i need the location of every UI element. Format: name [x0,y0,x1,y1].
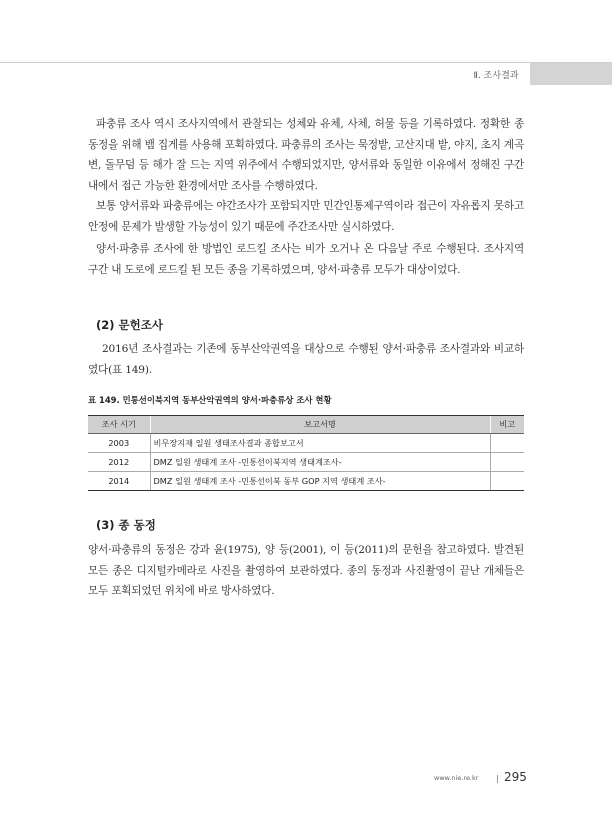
table-caption: 표 149. 민통선이북지역 동부산악권역의 양서·파충류상 조사 현황 [88,395,332,405]
cell-note [490,472,524,491]
cell-year: 2003 [88,434,150,453]
cell-note [490,434,524,453]
table-header-row [88,416,524,434]
cell-report: DMZ 일원 생태계 조사 -민통선이북 동부 GOP 지역 생태계 조사- [150,472,490,491]
cell-year: 2014 [88,472,150,491]
table-row [88,434,524,453]
body-paragraph-1: 파충류 조사 역시 조사지역에서 관찰되는 성체와 유체, 사체, 허물 등을 기록하였다. 정확한 종 동정을 위해 뱀 집게를 사용해 포획하였다. 파충류의 조사는 묵정밭, 고산지대 밭, 야지, 초지 계곡 변, 돌무덤 등 해가 잘 드는 지역 위주에서 수행되었지만, 양서류와 동일한 이유에서 정해진 구간 내에서 접근 가능한 환경에서만 조사를 수행하였다. [88,118,524,192]
table-row [88,472,524,491]
footer-url: www.nie.re.kr [434,774,479,782]
header-tab-block [530,63,612,85]
survey-table [88,415,524,491]
header-survey-period: 조사 시기 [88,416,150,434]
body-paragraph-3: 양서·파충류 조사에 한 방법인 로드킬 조사는 비가 오거나 온 다음날 주로 수행된다. 조사지역 구간 내 도로에 로드킬 된 모든 종을 기록하였으며, 양서·파충류 모두가 대상이었다. [88,243,524,276]
running-header-chapter: Ⅱ. 조사결과 [473,70,519,81]
cell-report: DMZ 일원 생태계 조사 -민통선이북지역 생태계조사- [150,453,490,472]
identification-paragraph: 양서·파충류의 동정은 강과 윤(1975), 양 등(2001), 이 등(2011)의 문헌을 참고하였다. 발견된 모든 종은 디지털카메라로 사진을 촬영하여 보관하였다. 종의 동정과 사진촬영이 끝난 개체들은 모두 포획되었던 위치에 바로 방사하였다. [88,544,524,597]
cell-note [490,453,524,472]
table-row [88,453,524,472]
cell-year: 2012 [88,453,150,472]
header-report-name: 보고서명 [150,416,490,434]
footer-separator [497,775,498,783]
body-paragraph-2: 보통 양서류와 파충류에는 야간조사가 포함되지만 민간인통제구역이라 접근이 자유롭지 못하고 안정에 문제가 발생할 가능성이 있기 때문에 주간조사만 실시하였다. [88,200,524,233]
literature-paragraph: 2016년 조사결과는 기존에 동부산악권역을 대상으로 수행된 양서·파충류 조사결과와 비교하였다(표 149). [88,343,524,376]
header-note: 비고 [490,416,524,434]
cell-report: 비무장지재 일원 생태조사결과 종합보고서 [150,434,490,453]
section-heading-identification: (3) 종 동정 [96,518,156,532]
section-heading-literature: (2) 문헌조사 [96,318,163,332]
page-number: 295 [504,770,527,784]
